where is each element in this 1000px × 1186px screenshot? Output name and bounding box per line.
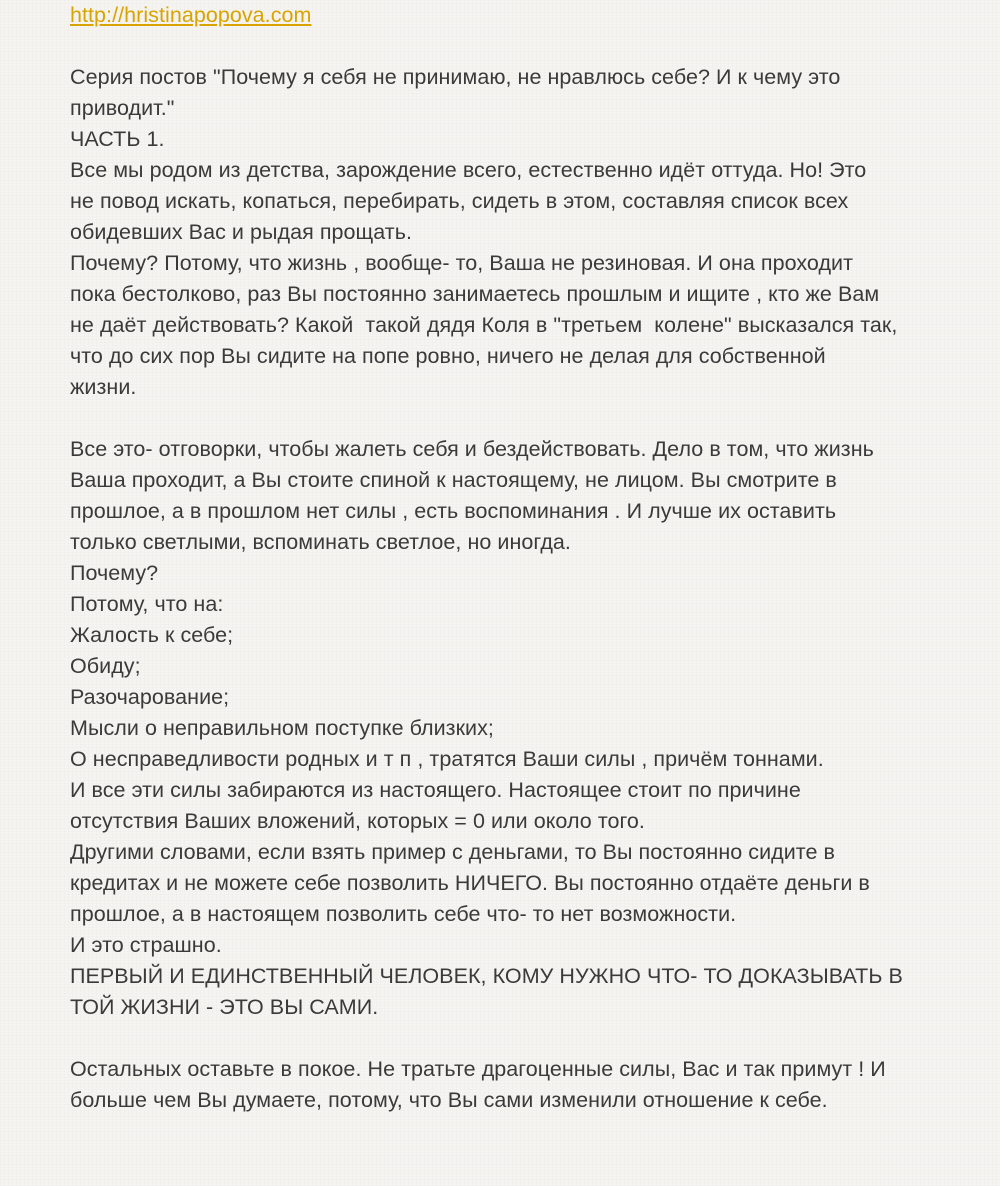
text-line: прошлое, а в прошлом нет силы , есть воспоминания . И лучше их оставить: [70, 499, 837, 523]
text-line: приводит.": [70, 96, 175, 120]
text-line: Все это- отговорки, чтобы жалеть себя и бездействовать. Дело в том, что жизнь: [70, 437, 874, 461]
text-line: Почему?: [70, 561, 159, 585]
text-line: Мысли о неправильном поступке близких;: [70, 716, 494, 740]
spacer: [70, 31, 950, 62]
paragraph-spacer: [70, 403, 950, 434]
text-line: прошлое, а в настоящем позволить себе что- то нет возможности.: [70, 902, 737, 926]
paragraph: [70, 434, 950, 1023]
paragraph-spacer: [70, 1023, 950, 1054]
text-line: Жалость к себе;: [70, 623, 234, 647]
text-line: Обиду;: [70, 654, 141, 678]
text-line: Разочарование;: [70, 685, 230, 709]
text-line: Другими словами, если взять пример с деньгами, то Вы постоянно сидите в: [70, 840, 835, 864]
text-line: О несправедливости родных и т п , тратятся Ваши силы , причём тоннами.: [70, 747, 824, 771]
text-line: ТОЙ ЖИЗНИ - ЭТО ВЫ САМИ.: [70, 995, 379, 1019]
text-line: Потому, что на:: [70, 592, 224, 616]
text-line: Серия постов "Почему я себя не принимаю, не нравлюсь себе? И к чему это: [70, 65, 841, 89]
text-line: ЧАСТЬ 1.: [70, 127, 165, 151]
text-line: Почему? Потому, что жизнь , вообще- то, Ваша не резиновая. И она проходит: [70, 251, 854, 275]
text-line: И все эти силы забираются из настоящего. Настоящее стоит по причине: [70, 778, 801, 802]
document-body: [70, 0, 950, 1116]
header-line: [70, 0, 950, 31]
text-line: что до сих пор Вы сидите на попе ровно, ничего не делая для собственной: [70, 344, 826, 368]
text-line: отсутствия Ваших вложений, которых = 0 или около того.: [70, 809, 645, 833]
paragraphs-container: [70, 62, 950, 1116]
text-line: пока бестолково, раз Вы постоянно занимаетесь прошлым и ищите , кто же Вам: [70, 282, 880, 306]
text-line: ПЕРВЫЙ И ЕДИНСТВЕННЫЙ ЧЕЛОВЕК, КОМУ НУЖНО ЧТО- ТО ДОКАЗЫВАТЬ В: [70, 964, 903, 988]
text-line: не повод искать, копаться, перебирать, сидеть в этом, составляя список всех: [70, 189, 849, 213]
text-line: больше чем Вы думаете, потому, что Вы сами изменили отношение к себе.: [70, 1088, 828, 1112]
text-line: жизни.: [70, 375, 137, 399]
text-line: И это страшно.: [70, 933, 222, 957]
website-link[interactable]: http://hristinapopova.com: [70, 3, 312, 27]
text-line: не даёт действовать? Какой такой дядя Коля в "третьем колене" высказался так,: [70, 313, 898, 337]
text-line: только светлыми, вспоминать светлое, но иногда.: [70, 530, 571, 554]
text-line: Ваша проходит, а Вы стоите спиной к настоящему, не лицом. Вы смотрите в: [70, 468, 837, 492]
text-line: обидевших Вас и рыдая прощать.: [70, 220, 412, 244]
text-line: кредитах и не можете себе позволить НИЧЕГО. Вы постоянно отдаёте деньги в: [70, 871, 870, 895]
paragraph: [70, 62, 950, 403]
paragraph: [70, 1054, 950, 1116]
text-line: Остальных оставьте в покое. Не тратьте драгоценные силы, Вас и так примут ! И: [70, 1057, 886, 1081]
text-line: Все мы родом из детства, зарождение всего, естественно идёт оттуда. Но! Это: [70, 158, 867, 182]
